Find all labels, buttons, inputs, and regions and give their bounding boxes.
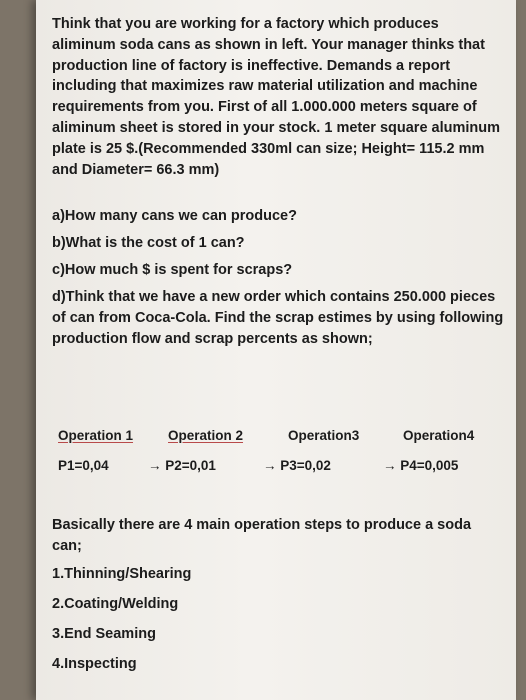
steps-section [52,515,504,684]
operation-1-value: P1=0,04 [58,458,109,473]
operation-2-label: Operation 2 [168,428,244,443]
step-item: 4.Inspecting [52,656,137,672]
step-item: 1.Thinning/Shearing [52,566,192,582]
operation-2-value: → P2=0,01 [148,458,216,473]
steps-intro: Basically there are 4 main operation steps to produce a soda can; [52,517,472,554]
document-page [36,0,516,700]
operation-4-value: → P4=0,005 [383,458,459,473]
operation-3-value: → P3=0,02 [263,458,331,473]
question-a: a)How many cans we can produce? [52,208,297,224]
question-d: d)Think that we have a new order which contains 250.000 pieces of can from Coca-Cola. Find the scrap estimes by using following production flow and scrap percents as shown; [52,289,504,347]
operation-3-label: Operation3 [288,428,360,443]
step-item: 2.Coating/Welding [52,596,179,612]
question-c: c)How much $ is spent for scraps? [52,262,293,278]
operation-1-label: Operation 1 [58,428,134,443]
question-b: b)What is the cost of 1 can? [52,235,245,251]
operation-4-label: Operation4 [403,428,475,443]
step-item: 3.End Seaming [52,626,156,642]
problem-paragraph: Think that you are working for a factory which produces aliminum soda cans as shown in left. Your manager thinks that production line of factory is ineffective. Demands a report including that maximizes raw material utilization and machine requirements from you. First of all 1.000.000 meters square of aliminum sheet is stored in your stock. 1 meter square aluminum plate is 25 $.(Recommended 330ml can size; Height= 115.2 mm and Diameter= 66.3 mm) [52,16,501,178]
questions-list [52,206,504,350]
